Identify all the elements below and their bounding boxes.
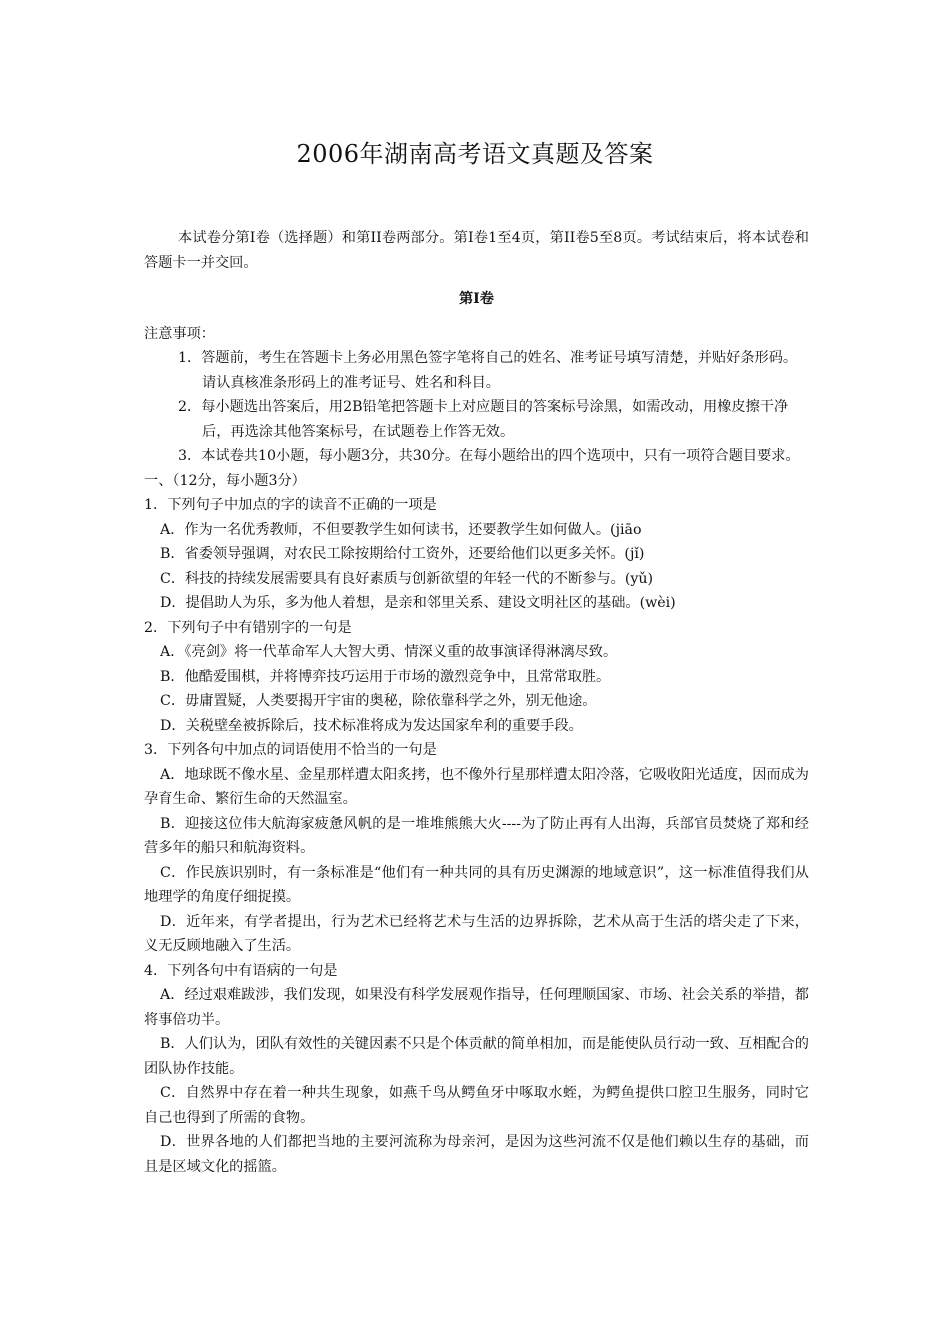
question-option: A．作为一名优秀教师，不但要教学生如何读书，还要教学生如何做人。(jiāo bbox=[160, 521, 642, 538]
question-option: A．地球既不像水星、金星那样遭太阳炙拷，也不像外行星那样遭太阳冷落，它吸收阳光适度，因而成为孕育生命、繁衍生命的天然温室。 bbox=[144, 766, 809, 807]
question-option: C．自然界中存在着一种共生现象，如燕千鸟从鳄鱼牙中啄取水蛭，为鳄鱼提供口腔卫生服务，同时它自己也得到了所需的食物。 bbox=[144, 1085, 809, 1126]
notice-item: 1．答题前，考生在答题卡上务必用黑色签字笔将自己的姓名、准考证号填写清楚，并贴好条形码。请认真核准条形码上的准考证号、姓名和科目。 bbox=[178, 350, 798, 391]
question-option: A．《亮剑》将一代革命军人大智大勇、情深义重的故事演译得淋漓尽致。 bbox=[160, 644, 618, 660]
question-option: D．关税壁垒被拆除后，技术标准将成为发达国家牟利的重要手段。 bbox=[160, 717, 583, 734]
document-title: 2006年湖南高考语文真题及答案 bbox=[296, 140, 654, 168]
question-option: B．省委领导强调，对农民工除按期给付工资外，还要给他们以更多关怀。(jǐ) bbox=[160, 546, 645, 562]
notice-item: 2．每小题选出答案后，用2B铅笔把答题卡上对应题目的答案标号涂黑，如需改动，用橡皮擦干净后，再选涂其他答案标号，在试题卷上作答无效。 bbox=[178, 399, 789, 440]
part-heading: 一、（12分，每小题3分） bbox=[144, 472, 306, 489]
question-stem: 4．下列各句中有语病的一句是 bbox=[144, 962, 338, 979]
question-option: C．作民族识别时，有一条标准是“他们有一种共同的具有历史渊源的地域意识”，这一标准值得我们从地理学的角度仔细捉摸。 bbox=[144, 864, 809, 905]
question-option: A．经过艰难跋涉，我们发现，如果没有科学发展观作指导，任何理顺国家、市场、社会关系的举措，都将事倍功半。 bbox=[144, 987, 809, 1028]
question-stem: 2．下列句子中有错别字的一句是 bbox=[144, 619, 352, 636]
question-option: D．世界各地的人们都把当地的主要河流称为母亲河，是因为这些河流不仅是他们赖以生存的基础，而且是区域文化的摇篮。 bbox=[144, 1134, 809, 1175]
intro-paragraph: 本试卷分第I卷（选择题）和第II卷两部分。第I卷1至4页，第II卷5至8页。考试结束后，将本试卷和答题卡一并交回。 bbox=[144, 230, 809, 271]
question-stem: 3．下列各句中加点的词语使用不恰当的一句是 bbox=[144, 742, 437, 758]
question-option: D．提倡助人为乐，多为他人着想，是亲和邻里关系、建设文明社区的基础。(wèi) bbox=[160, 595, 676, 611]
question-option: B．他酷爱围棋，并将博弈技巧运用于市场的激烈竞争中，且常常取胜。 bbox=[160, 668, 611, 685]
question-option: D．近年来，有学者提出，行为艺术已经将艺术与生活的边界拆除，艺术从高于生活的塔尖走了下来，义无反顾地融入了生活。 bbox=[144, 913, 809, 954]
section-title: 第I卷 bbox=[458, 291, 494, 307]
question-stem: 1．下列句子中加点的字的读音不正确的一项是 bbox=[144, 497, 437, 513]
question-option: C．毋庸置疑，人类要揭开宇宙的奥秘，除依靠科学之外，别无他途。 bbox=[160, 693, 597, 709]
document-body bbox=[144, 226, 809, 1179]
question-option: C．科技的持续发展需要具有良好素质与创新欲望的年轻一代的不断参与。(yǔ) bbox=[160, 570, 654, 587]
notice-item: 3．本试卷共10小题，每小题3分，共30分。在每小题给出的四个选项中，只有一项符合题目要求。 bbox=[178, 448, 800, 464]
question-option: B．迎接这位伟大航海家疲惫风帆的是一堆堆熊熊大火----为了防止再有人出海，兵部官员焚烧了郑和经营多年的船只和航海资料。 bbox=[144, 815, 809, 856]
question-option: B．人们认为，团队有效性的关键因素不只是个体贡献的简单相加，而是能使队员行动一致、互相配合的团队协作技能。 bbox=[144, 1036, 809, 1077]
notice-heading: 注意事项： bbox=[144, 325, 215, 342]
